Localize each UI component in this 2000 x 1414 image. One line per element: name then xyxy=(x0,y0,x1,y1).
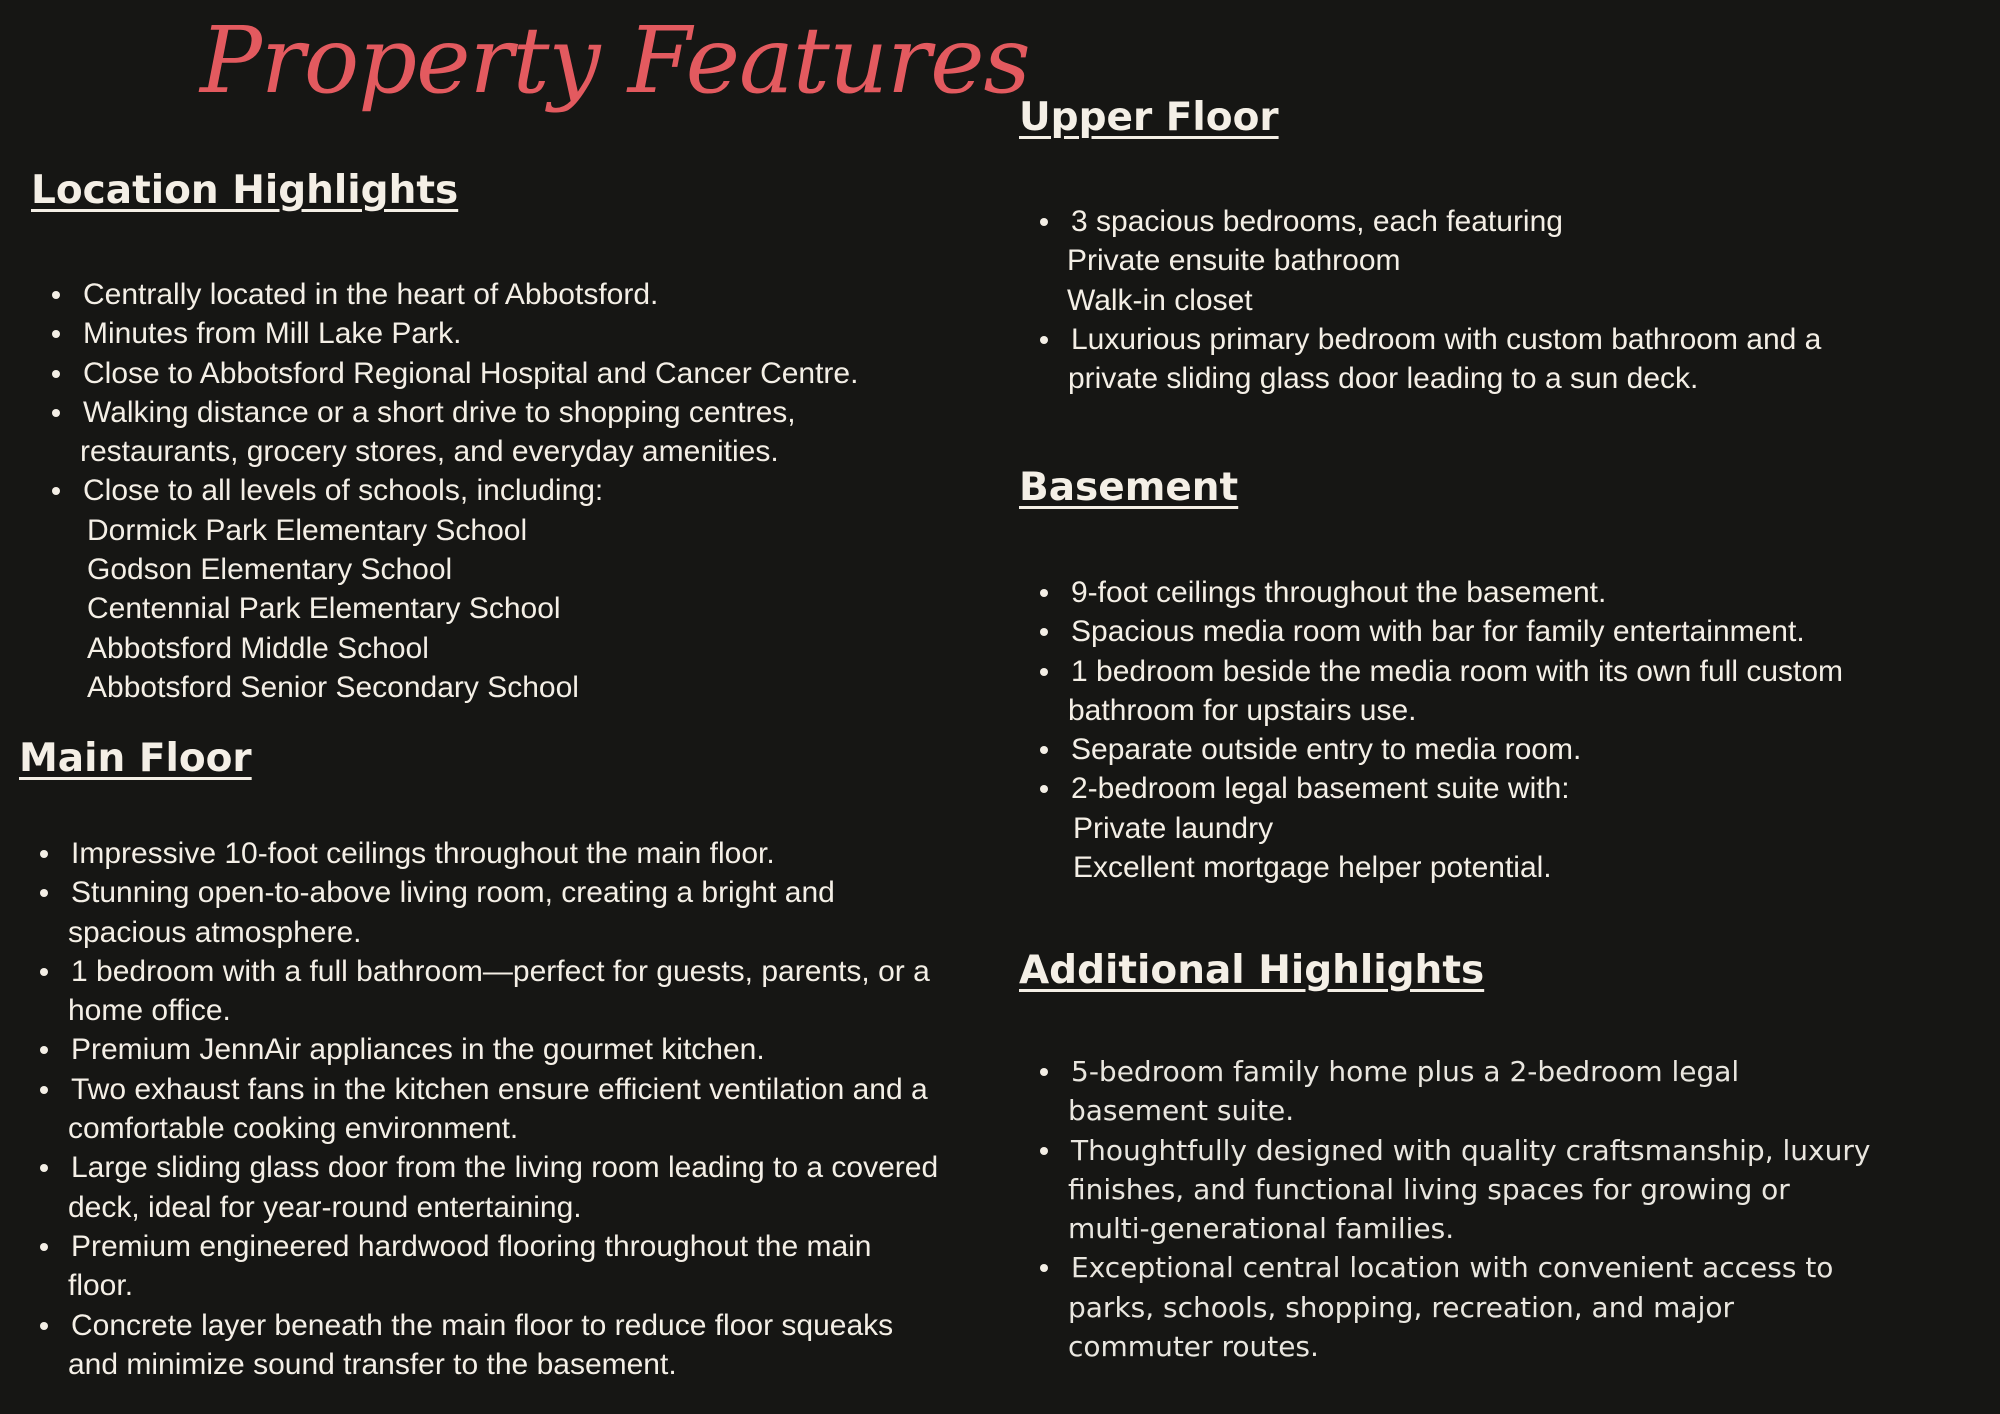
list-item: Premium engineered hardwood flooring throughout the main xyxy=(38,1227,1018,1266)
list-item-continuation: basement suite. xyxy=(1068,1094,1295,1128)
feature-subitem: Private laundry xyxy=(1073,811,1274,845)
additional-highlights-heading: Additional Highlights xyxy=(1019,948,1485,993)
location-highlights-list xyxy=(50,275,990,707)
list-item: 3 spacious bedrooms, each featuring xyxy=(1038,202,1978,241)
school-item: Dormick Park Elementary School xyxy=(87,513,528,547)
location-highlights-heading: Location Highlights xyxy=(31,168,459,213)
upper-floor-list xyxy=(1038,202,1978,398)
list-item: Minutes from Mill Lake Park. xyxy=(50,314,990,353)
list-item: Luxurious primary bedroom with custom bathroom and a xyxy=(1038,320,1978,359)
school-item: Godson Elementary School xyxy=(87,553,453,587)
list-item: Separate outside entry to media room. xyxy=(1038,730,1978,769)
list-item-continuation: restaurants, grocery stores, and everyday amenities. xyxy=(80,435,779,469)
page-title: Property Features xyxy=(200,7,1030,114)
list-item-continuation: home office. xyxy=(68,994,231,1028)
school-item: Centennial Park Elementary School xyxy=(87,592,561,626)
list-item-continuation: deck, ideal for year-round entertaining. xyxy=(68,1190,582,1224)
list-item-continuation: floor. xyxy=(68,1269,134,1303)
list-item: 5-bedroom family home plus a 2-bedroom legal xyxy=(1038,1052,1998,1091)
list-item: Thoughtfully designed with quality craftsmanship, luxury xyxy=(1038,1131,1998,1170)
main-floor-heading: Main Floor xyxy=(19,736,252,781)
school-item: Abbotsford Senior Secondary School xyxy=(87,670,579,704)
list-item: Close to all levels of schools, including: xyxy=(50,471,990,510)
feature-subitem: Private ensuite bathroom xyxy=(1067,244,1401,278)
list-item: Premium JennAir appliances in the gourmet kitchen. xyxy=(38,1030,1018,1069)
list-item-continuation: bathroom for upstairs use. xyxy=(1068,693,1417,727)
list-item: Stunning open-to-above living room, creating a bright and xyxy=(38,873,1018,912)
additional-highlights-list xyxy=(1038,1052,1998,1366)
list-item: Spacious media room with bar for family entertainment. xyxy=(1038,612,1978,651)
upper-floor-heading: Upper Floor xyxy=(1019,95,1279,140)
list-item-continuation: spacious atmosphere. xyxy=(68,915,362,949)
list-item-continuation: parks, schools, shopping, recreation, and major xyxy=(1068,1290,1734,1324)
feature-subitem: Excellent mortgage helper potential. xyxy=(1073,851,1552,885)
feature-subitem: Walk-in closet xyxy=(1067,283,1253,317)
list-item-continuation: finishes, and functional living spaces for growing or xyxy=(1068,1172,1790,1206)
list-item: Large sliding glass door from the living room leading to a covered xyxy=(38,1148,1018,1187)
list-item: Concrete layer beneath the main floor to reduce floor squeaks xyxy=(38,1306,1018,1345)
list-item: 2-bedroom legal basement suite with: xyxy=(1038,769,1978,808)
list-item: 9-foot ceilings throughout the basement. xyxy=(1038,573,1978,612)
list-item: Two exhaust fans in the kitchen ensure efficient ventilation and a xyxy=(38,1070,1018,1109)
list-item: Exceptional central location with convenient access to xyxy=(1038,1248,1998,1287)
list-item: Walking distance or a short drive to shopping centres, xyxy=(50,393,990,432)
list-item-continuation: commuter routes. xyxy=(1068,1330,1319,1364)
main-floor-list xyxy=(38,834,1018,1384)
basement-heading: Basement xyxy=(1019,465,1239,510)
school-item: Abbotsford Middle School xyxy=(87,631,429,665)
list-item: 1 bedroom with a full bathroom—perfect for guests, parents, or a xyxy=(38,952,1018,991)
list-item-continuation: comfortable cooking environment. xyxy=(68,1112,519,1146)
list-item: Centrally located in the heart of Abbotsford. xyxy=(50,275,990,314)
list-item: 1 bedroom beside the media room with its own full custom xyxy=(1038,652,1978,691)
list-item-continuation: and minimize sound transfer to the basement. xyxy=(68,1347,677,1381)
list-item: Close to Abbotsford Regional Hospital and Cancer Centre. xyxy=(50,354,990,393)
list-item-continuation: multi-generational families. xyxy=(1068,1212,1455,1246)
list-item-continuation: private sliding glass door leading to a sun deck. xyxy=(1068,362,1699,396)
list-item: Impressive 10-foot ceilings throughout the main floor. xyxy=(38,834,1018,873)
basement-list xyxy=(1038,573,1978,887)
